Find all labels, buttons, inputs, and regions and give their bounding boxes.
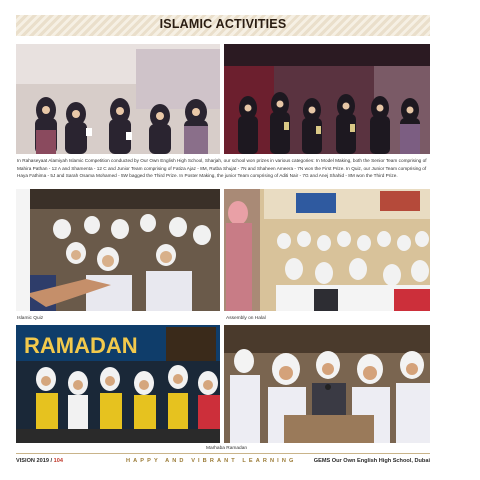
section-banner bbox=[16, 15, 430, 36]
page-number: 104 bbox=[53, 458, 63, 464]
photo-islamic-quiz bbox=[16, 189, 220, 311]
footer-vision-label: VISION 2019 / bbox=[16, 458, 54, 464]
caption-islamic-quiz: Islamic Quiz bbox=[17, 316, 44, 321]
article-paragraph: In Rahaseyaat Alamiyah Islamic Competition conducted by Our Own English High School, Sharjah, our school won prizes in various categories: In Model Making, both the Senior Team comprising of Mahira Pathan - 12 A and Shamenta - 12 C and Junior Team comprising of Fatiza Ajaz - 8M, Rutba Shujat - 7N and Shaheen Ameera - 7N won the First Prize. In Quiz, our Junior Team comprising of Haya Fathima - 5J and Sarah Osama Mohamed - 5W bagged the Third Prize. In Poster Making, the junior Team comprising of Aditi Nair - 7G and Anej Shahid - 8M won the Third Prize. bbox=[17, 158, 427, 179]
photo-award-ceremony-1 bbox=[16, 44, 220, 154]
footer-vision bbox=[16, 458, 63, 464]
footer-divider bbox=[16, 453, 430, 454]
photo-marhaba-ramadan-1 bbox=[16, 325, 220, 443]
caption-assembly-on-halal: Assembly on Halal bbox=[226, 316, 266, 321]
photo-award-ceremony-2 bbox=[224, 44, 430, 154]
caption-marhaba-ramadan: Marhaba Ramadan bbox=[206, 446, 248, 451]
footer-tagline: HAPPY AND VIBRANT LEARNING bbox=[126, 458, 297, 464]
photo-assembly-on-halal bbox=[224, 189, 430, 311]
photo-marhaba-ramadan-2 bbox=[224, 325, 430, 443]
footer-school-name: GEMS Our Own English High School, Dubai bbox=[313, 458, 430, 464]
page-title: ISLAMIC ACTIVITIES bbox=[159, 17, 287, 31]
svg-text:RAMADAN: RAMADAN bbox=[24, 333, 138, 358]
